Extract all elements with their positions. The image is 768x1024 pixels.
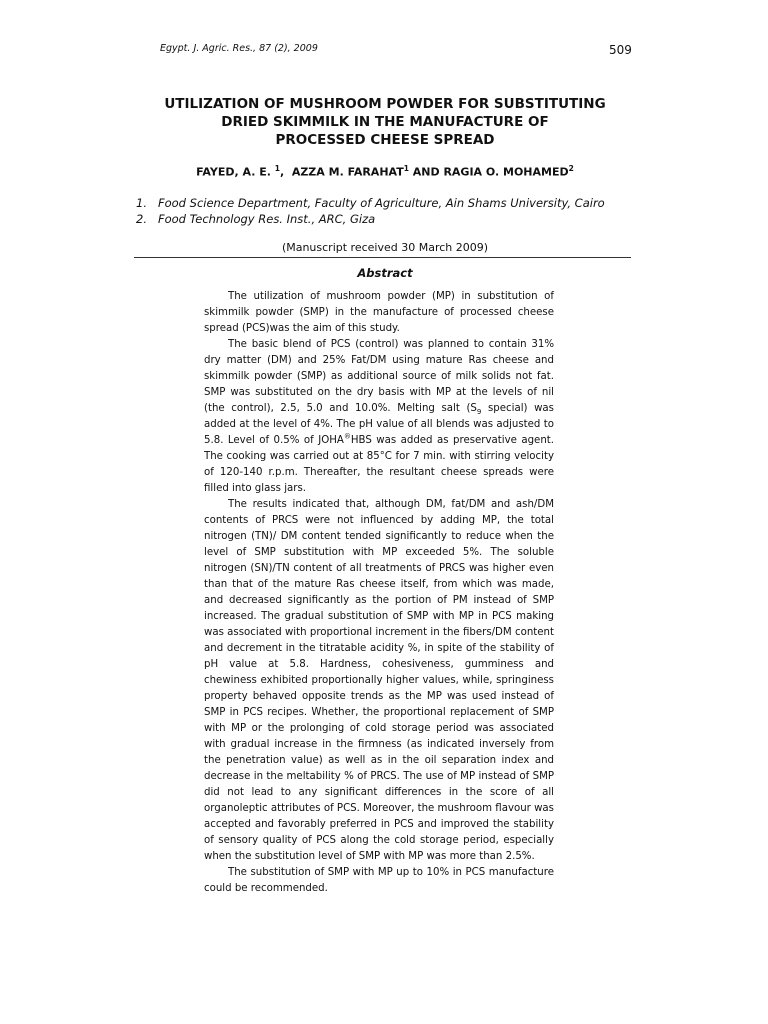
- abstract-paragraph-3: The results indicated that, although DM, fat/DM and ash/DM contents of PRCS were not influenced by adding MP, the total nitrogen (TN)/ DM content tended significantly to reduce when the level of SMP substitution with MP exceeded 5%. The soluble nitrogen (SN)/TN content of all treatments of PRCS was higher even than that of the mature Ras cheese itself, from which was made, and decreased significantly as the portion of PM instead of SMP increased. The gradual substitution of SMP with MP in PCS making was associated with proportional increment in the fibers/DM content and decrement in the titratable acidity %, in spite of the stability of pH value at 5.8. Hardness, cohesiveness, gumminess and chewiness exhibited proportionally higher values, while, springiness property behaved opposite trends as the MP was used instead of SMP in PCS recipes. Whether, the proportional replacement of SMP with MP or the prolonging of cold storage period was associated with gradual increase in the firmness (as indicated inversely from the penetration value) as well as in the oil separation index and decrease in the meltability % of PRCS. The use of MP instead of SMP did not lead to any significant differences in the score of all organoleptic attributes of PCS. Moreover, the mushroom flavour was accepted and favorably preferred in PCS and improved the stability of sensory quality of PCS along the cold storage period, especially when the substitution level of SMP with MP was more than 2.5%.: [204, 499, 554, 862]
- affiliation-2: [136, 212, 375, 226]
- author-1: FAYED, A. E.: [196, 165, 271, 179]
- affiliation-1-text: Food Science Department, Faculty of Agriculture, Ain Shams University, Cairo: [158, 196, 605, 210]
- manuscript-received: (Manuscript received 30 March 2009): [281, 241, 489, 254]
- title-line-3: PROCESSED CHEESE SPREAD: [275, 132, 495, 148]
- author-2-affil: 1: [403, 164, 409, 173]
- abstract-p2-part-a: The basic blend of PCS (control) was planned to contain 31% dry matter (DM) and 25% Fat/DM using mature Ras cheese and skimmilk powder (SMP) as additional source of milk solids not fat. SMP was substituted on the dry basis with MP at the levels of nil (the control), 2.5, 5.0 and 10.0%. Melting salt (S: [204, 339, 554, 414]
- affiliation-1-number: 1.: [136, 196, 147, 210]
- abstract-p2-part-b: special) was added at the level of 4%. The pH value of all blends was adjusted to 5.8. Level of 0.5% of JOHA: [204, 403, 554, 446]
- registered-mark: ®: [343, 432, 351, 441]
- page-number: 509: [609, 43, 632, 57]
- salt-subscript: 9: [476, 408, 482, 417]
- abstract-p2-part-c: HBS was added as preservative agent. The cooking was carried out at 85°C for 7 min. with stirring velocity of 120-140 r.p.m. Thereafter, the resultant cheese spreads were filled into glass jars.: [204, 435, 555, 494]
- affiliation-2-number: 2.: [136, 212, 147, 226]
- author-list: FAYED, A. E. $^1$, AZZA M. FARAHAT$^1$ AND RAGIA O. MOHAMED$^2$: [196, 164, 574, 179]
- title-line-2: DRIED SKIMMILK IN THE MANUFACTURE OF: [221, 114, 549, 130]
- author-3: AND RAGIA O. MOHAMED: [412, 165, 569, 179]
- abstract-heading: Abstract: [357, 266, 413, 280]
- journal-citation: Egypt. J. Agric. Res., 87 (2), 2009: [160, 43, 318, 54]
- divider-line: [134, 257, 631, 258]
- author-1-affil: 1: [274, 164, 280, 173]
- author-2: AZZA M. FARAHAT: [291, 165, 404, 179]
- affiliation-2-text: Food Technology Res. Inst., ARC, Giza: [158, 212, 376, 226]
- abstract-paragraph-2: [204, 337, 554, 497]
- title-line-1: UTILIZATION OF MUSHROOM POWDER FOR SUBSTITUTING: [164, 96, 606, 112]
- author-3-affil: 2: [568, 164, 574, 173]
- affiliation-1: [136, 196, 605, 210]
- abstract-paragraph-1: The utilization of mushroom powder (MP) in substitution of skimmilk powder (SMP) in the manufacture of processed cheese spread (PCS)was the aim of this study.: [204, 291, 554, 334]
- abstract-body: [204, 289, 554, 897]
- paper-title: [130, 95, 640, 149]
- abstract-paragraph-4: The substitution of SMP with MP up to 10% in PCS manufacture could be recommended.: [204, 867, 554, 894]
